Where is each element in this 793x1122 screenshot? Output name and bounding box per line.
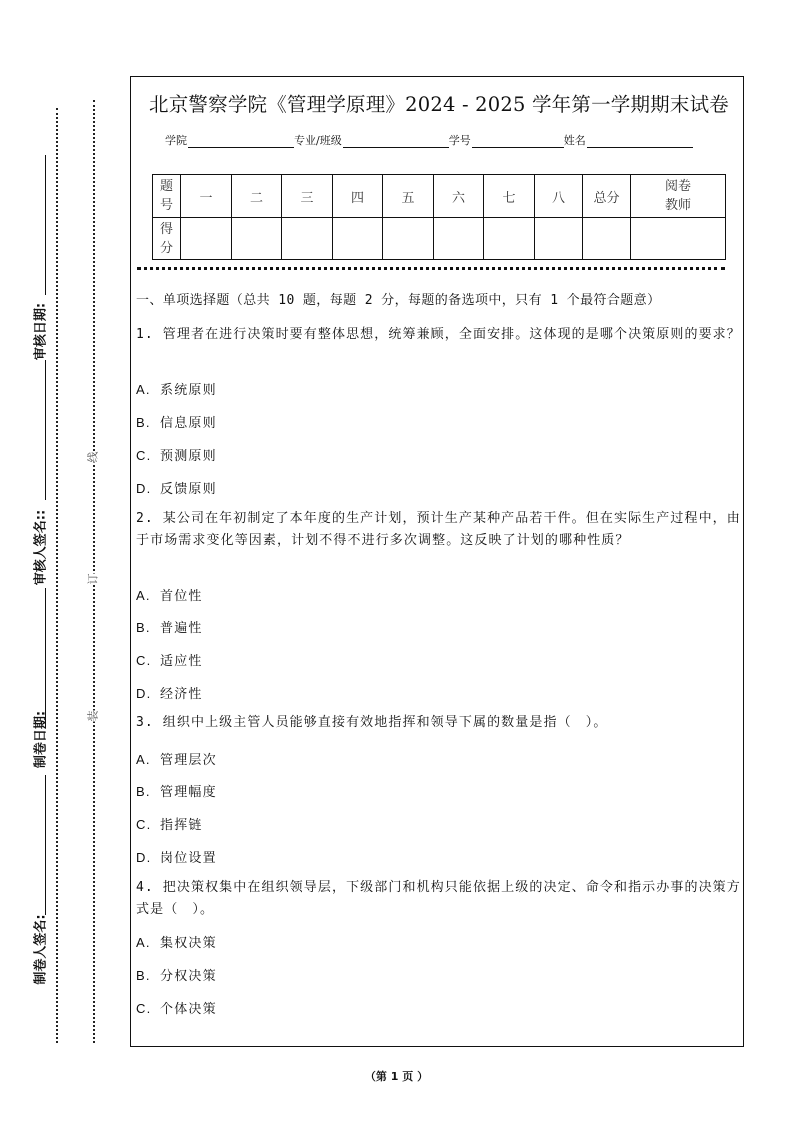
score-row-header	[153, 218, 181, 260]
column-header-total: 总分	[583, 175, 631, 218]
option-text: 个体决策	[160, 1002, 217, 1017]
question-2-stem: 2. 某公司在年初制定了本年度的生产计划，预计生产某种产品若干件。但在实际生产过程中，由于市场需求变化等因素，计划不得不进行多次调整。这反映了计划的哪种性质？	[136, 511, 741, 548]
question-3-option-c[interactable]	[136, 814, 203, 833]
score-cell-grader[interactable]	[631, 218, 726, 260]
header-char-ti: 题	[159, 179, 173, 194]
question-1-option-d[interactable]	[136, 478, 217, 497]
student-info-row	[165, 132, 693, 148]
question-2-option-c[interactable]	[136, 650, 203, 669]
major-class-field[interactable]	[343, 135, 449, 148]
option-key: D.	[136, 850, 152, 865]
binding-char-ding: 订	[86, 573, 100, 585]
option-text: 集权决策	[160, 936, 217, 951]
column-header-3: 三	[282, 175, 333, 218]
question-3-option-d[interactable]	[136, 847, 217, 866]
option-text: 经济性	[160, 687, 203, 702]
column-header-4: 四	[333, 175, 383, 218]
college-label: 学院	[165, 134, 187, 147]
name-label: 姓名	[563, 134, 586, 147]
option-key: B.	[136, 415, 151, 430]
option-key: C.	[136, 448, 152, 463]
score-table-score-row	[153, 218, 726, 260]
option-text: 普遍性	[160, 621, 203, 636]
score-cell-total[interactable]	[583, 218, 631, 260]
score-cell-8[interactable]	[535, 218, 583, 260]
score-cell-6[interactable]	[434, 218, 484, 260]
score-cell-4[interactable]	[333, 218, 383, 260]
question-4-option-b[interactable]	[136, 965, 217, 984]
option-text: 适应性	[160, 654, 203, 669]
page-number: （第 1 页 ）	[364, 1070, 429, 1083]
score-cell-3[interactable]	[282, 218, 333, 260]
column-header-8: 八	[535, 175, 583, 218]
question-3-stem: 3. 组织中上级主管人员能够直接有效地指挥和领导下属的数量是指（ ）。	[136, 715, 608, 730]
binding-dotted-line-outer	[93, 100, 95, 1043]
column-header-5: 五	[383, 175, 434, 218]
review-date-line-bottom	[45, 360, 46, 500]
question-1-option-b[interactable]	[136, 412, 217, 431]
score-cell-2[interactable]	[232, 218, 282, 260]
grader-header	[631, 175, 726, 218]
option-key: B.	[136, 784, 151, 799]
option-key: C.	[136, 817, 152, 832]
exam-title: 北京警察学院《管理学原理》2024 - 2025 学年第一学期期末试卷	[149, 93, 729, 116]
option-text: 反馈原则	[160, 482, 217, 497]
question-2-option-d[interactable]	[136, 683, 203, 702]
option-text: 管理幅度	[160, 785, 217, 800]
reviewer-signature-label: 审核人签名::	[33, 509, 49, 586]
header-char-de: 得	[159, 221, 173, 237]
name-field[interactable]	[587, 135, 693, 148]
question-3-option-a[interactable]	[136, 749, 217, 768]
question-1-stem: 1. 管理者在进行决策时要有整体思想，统筹兼顾，全面安排。这体现的是哪个决策原则的要求？	[136, 327, 741, 342]
binding-char-xian: 线	[86, 451, 100, 463]
question-3-option-b[interactable]	[136, 781, 217, 800]
option-text: 分权决策	[160, 969, 217, 984]
column-header-7: 七	[484, 175, 535, 218]
major-class-label: 专业/班级	[294, 134, 342, 147]
question-2-option-b[interactable]	[136, 617, 203, 636]
option-text: 管理层次	[160, 753, 217, 768]
option-key: C.	[136, 653, 152, 668]
option-text: 预测原则	[160, 449, 217, 464]
question-1-option-c[interactable]	[136, 445, 217, 464]
column-header-2: 二	[232, 175, 282, 218]
student-id-label: 学号	[448, 134, 471, 147]
grader-label-top: 阅卷	[664, 179, 691, 194]
student-id-field[interactable]	[472, 135, 564, 148]
option-text: 信息原则	[160, 416, 217, 431]
question-number-header	[153, 175, 181, 218]
option-key: A.	[136, 588, 151, 603]
option-key: B.	[136, 620, 151, 635]
column-header-6: 六	[434, 175, 484, 218]
dotted-separator	[137, 267, 725, 270]
paper-maker-signature-label: 制卷人签名:	[33, 914, 49, 985]
column-header-1: 一	[181, 175, 232, 218]
question-4-option-c[interactable]	[136, 998, 217, 1017]
binding-char-zhuang: 装	[86, 710, 100, 722]
review-date-line-top	[45, 155, 46, 295]
question-1-option-a[interactable]	[136, 379, 217, 398]
score-cell-7[interactable]	[484, 218, 535, 260]
grader-label-bottom: 教师	[664, 198, 691, 213]
option-key: D.	[136, 481, 152, 496]
score-table-header-row	[153, 175, 726, 218]
paper-date-label: 制卷日期:	[33, 710, 49, 769]
binding-dotted-line-inner	[56, 108, 58, 1043]
question-2-option-a[interactable]	[136, 585, 203, 604]
option-key: B.	[136, 968, 151, 983]
header-char-fen: 分	[159, 240, 173, 256]
score-cell-1[interactable]	[181, 218, 232, 260]
option-key: A.	[136, 382, 151, 397]
header-char-hao: 号	[159, 198, 173, 213]
option-text: 系统原则	[160, 383, 217, 398]
question-4-option-a[interactable]	[136, 932, 217, 951]
exam-paper-frame	[130, 76, 744, 1047]
review-date-label: 审核日期:	[33, 302, 49, 361]
score-cell-5[interactable]	[383, 218, 434, 260]
college-field[interactable]	[188, 135, 294, 148]
option-key: A.	[136, 752, 151, 767]
question-4-stem: 4. 把决策权集中在组织领导层，下级部门和机构只能依据上级的决定、命令和指示办事的决策方式是（ ）。	[136, 880, 741, 917]
option-key: D.	[136, 686, 152, 701]
option-key: A.	[136, 935, 151, 950]
paper-date-line	[45, 775, 46, 915]
option-text: 指挥链	[160, 818, 203, 833]
option-key: C.	[136, 1001, 152, 1016]
option-text: 首位性	[160, 589, 203, 604]
section-heading: 一、单项选择题（总共 10 题，每题 2 分，每题的备选项中，只有 1 个最符合题意）	[136, 293, 661, 308]
score-table	[152, 174, 726, 260]
option-text: 岗位设置	[160, 851, 217, 866]
